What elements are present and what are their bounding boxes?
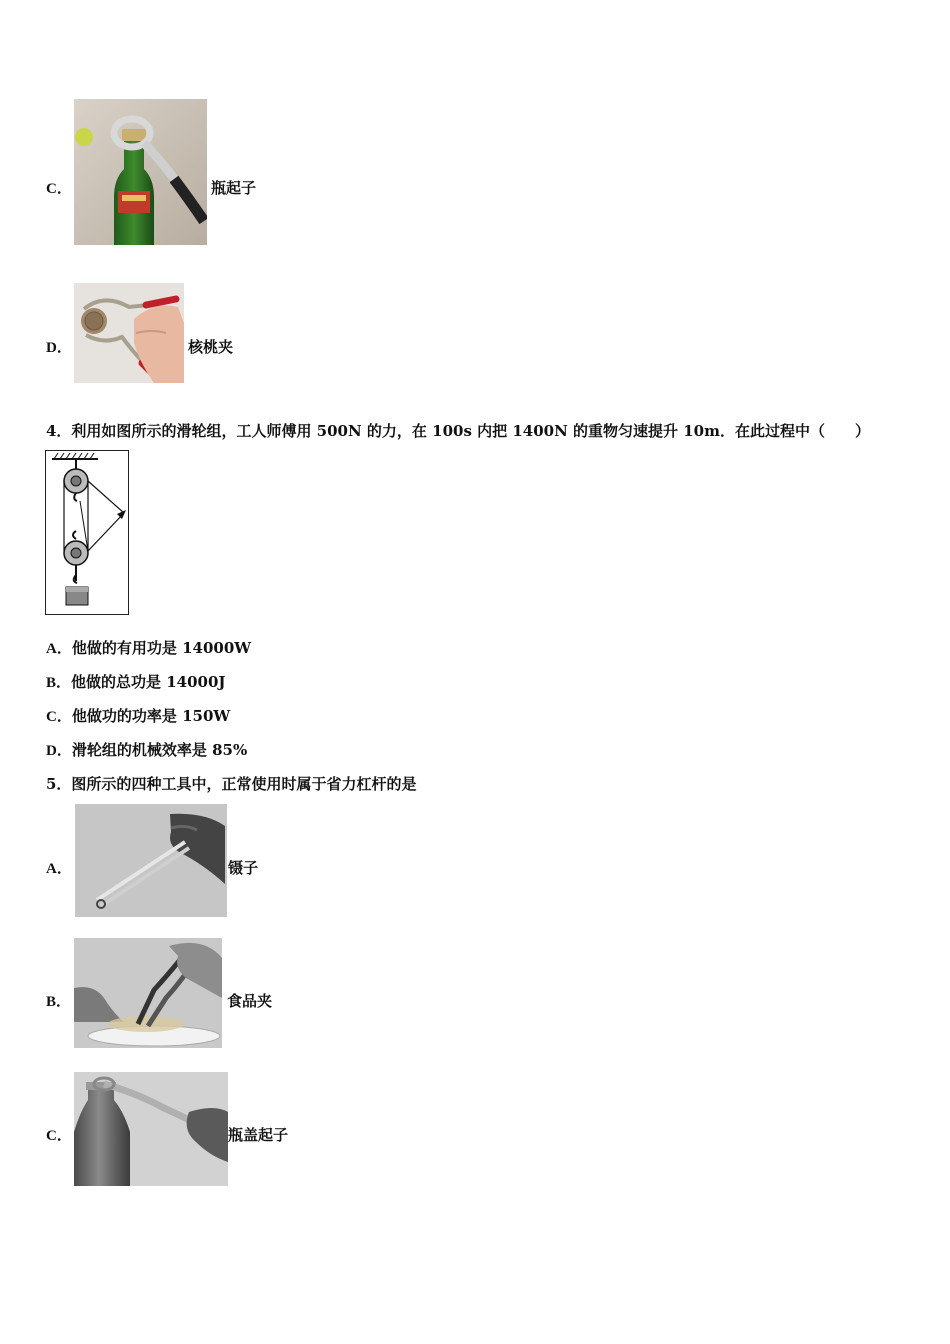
option-letter-c: C． xyxy=(46,181,72,197)
option-text: 他做功的功率是 150W xyxy=(71,707,231,725)
food-tongs-photo[interactable] xyxy=(74,938,222,1048)
question4-option-d[interactable] xyxy=(46,739,247,760)
option-letter: D． xyxy=(46,743,72,759)
caption-cap-opener: 瓶盖起子 xyxy=(228,1126,289,1144)
option-letter-d: D． xyxy=(46,340,72,356)
question4-option-a[interactable] xyxy=(46,637,251,658)
option-letter: B． xyxy=(46,675,72,691)
question5-stem: 5．图所示的四种工具中，正常使用时属于省力杠杆的是 xyxy=(46,775,417,793)
walnut-cracker-photo xyxy=(74,283,184,383)
question4-stem: 4．利用如图所示的滑轮组，工人师傅用 500N 的力，在 100s 内把 1400N 的重物匀速提升 10m．在此过程中（ ） xyxy=(46,422,870,440)
bottle-opener-photo xyxy=(74,99,207,245)
option-letter: C． xyxy=(46,709,72,725)
option-text: 他做的有用功是 14000W xyxy=(71,639,252,657)
option-text: 滑轮组的机械效率是 85% xyxy=(71,741,248,759)
option-letter-b: B． xyxy=(46,994,72,1010)
cap-opener-photo[interactable] xyxy=(74,1072,228,1186)
caption-food-tongs: 食品夹 xyxy=(227,992,273,1010)
caption-tweezers: 镊子 xyxy=(228,859,259,877)
tweezers-photo[interactable] xyxy=(75,804,227,917)
option-text: 他做的总功是 14000J xyxy=(71,673,226,691)
option-letter-c-q5: C． xyxy=(46,1128,72,1144)
pulley-system-diagram xyxy=(45,450,129,615)
option-letter: A． xyxy=(46,641,72,657)
caption-walnut-cracker: 核桃夹 xyxy=(188,338,234,356)
question4-option-c[interactable] xyxy=(46,705,230,726)
question4-option-b[interactable] xyxy=(46,671,226,692)
option-letter-a: A． xyxy=(46,861,72,877)
caption-bottle-opener: 瓶起子 xyxy=(211,179,257,197)
